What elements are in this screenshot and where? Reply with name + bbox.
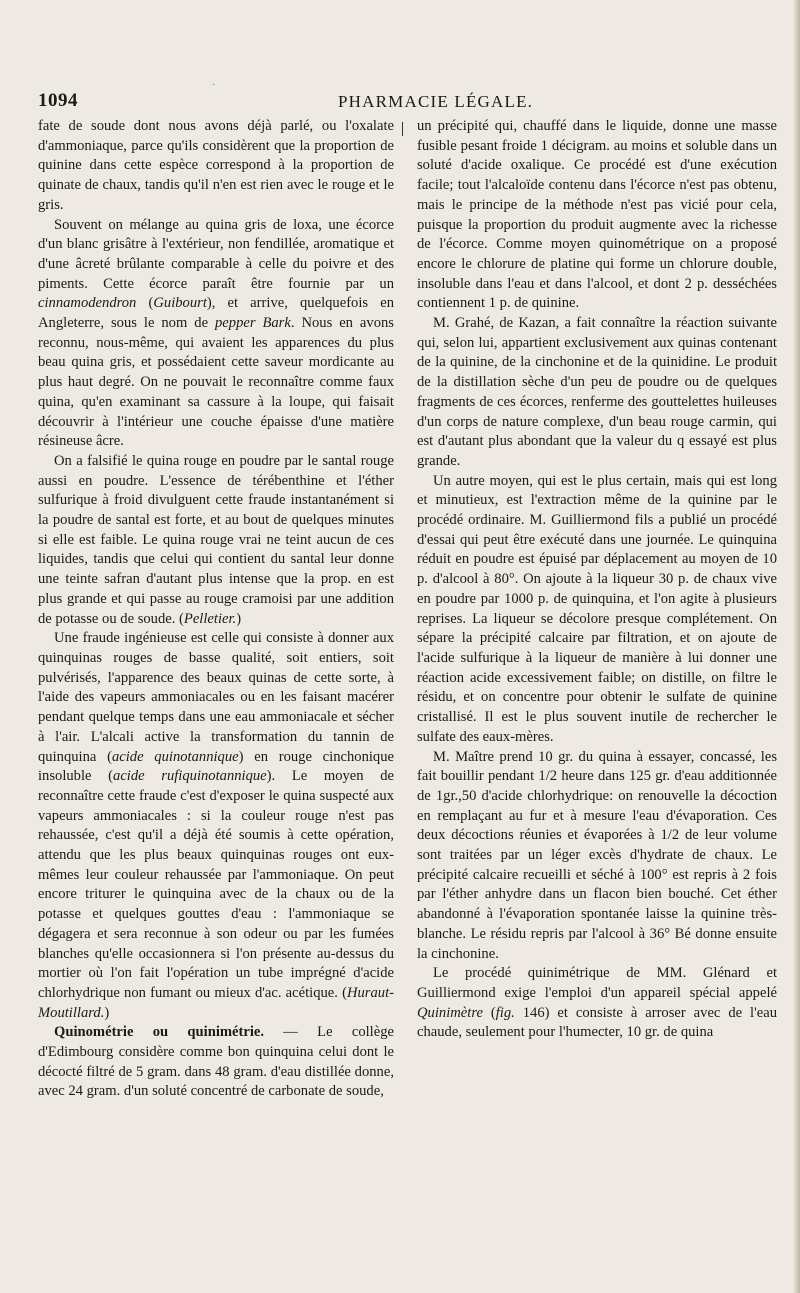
text-run: ( — [136, 295, 154, 312]
text-run: Le procédé quinimétrique de MM. Glénard et Guilliermond exige l'emploi d'un appareil spécial appelé — [417, 965, 777, 1001]
page-header — [38, 90, 790, 112]
paragraph — [38, 1023, 394, 1102]
italic-run: pepper Bark — [215, 315, 291, 332]
column-divider — [402, 122, 403, 136]
running-title: PHARMACIE LÉGALE. — [338, 92, 534, 111]
paragraph: un précipité qui, chauffé dans le liquide, donne une masse fusible pesant froide 1 décigram. au moins et soluble dans un soluté d'acide oxalique. Ce procédé est d'une exécution facile; tout l'alcaloïde contenu dans l'écorce n'est pas obtenu, mais le principe de la méthode n'est pas vicié pour cela, puisque la proportion du produit augmente avec la richesse de l'écorce. Comme moyen quinométrique on a proposé encore le chlorure de platine qui forme un chlorure double, insoluble dans l'eau et dans l'alcool, et dont 2 p. desséchées contiennent 1 p. de quinine. — [417, 118, 777, 312]
text-run: ), et arrive, quelquefois en Angleterre, sous le nom de — [38, 295, 394, 332]
left-column — [38, 117, 394, 1102]
section-heading: Quinométrie ou quinimétrie. — [54, 1024, 265, 1041]
text-run: ). Le moyen de reconnaître cette fraude c'est d'exposer le quina suspecté aux vapeurs ammoniacales : si la couleur rouge n'est pas rehaussée, c'est qu'il a déjà été soumis à cette opération, attendu que les plus beaux quinquinas rouges ont eux-mêmes leur couleur rehaussée par l'ammoniaque. On peut encore triturer le quinquina avec de la chaux ou de la potasse et quelques gouttes d'eau : l'ammoniaque se dégagera et sera reconnue à son odeur ou par les fumées blanches qu'elle occasionnera si l'on présente au-dessus du mortier où l'on fait l'opération un tube imprégné d'acide chlorhydrique non fumant ou mieux d'ac. acétique. ( — [38, 768, 394, 1001]
paragraph — [38, 216, 394, 452]
page-number: 1094 — [38, 90, 78, 111]
italic-run: Quinimètre — [417, 1004, 483, 1021]
right-column — [417, 117, 777, 1043]
paragraph: fate de soude dont nous avons déjà parlé, ou l'oxalate d'ammoniaque, parce qu'ils considèrent que la proportion de quinine dans cette espèce correspond à la proportion de quinate de chaux, tandis qu'il n'en est rien avec le rouge et le gris. — [38, 118, 394, 213]
paragraph: Un autre moyen, qui est le plus certain, mais qui est long et minutieux, est l'extraction même de la quinine par le procédé ordinaire. M. Guilliermond fils a publié un procédé d'essai qui peut être exécuté dans une journée. Le quinquina réduit en poudre est épuisé par déplacement au moyen de 10 p. d'alcool à 80°. On ajoute à la liqueur 30 p. de chaux vive en poudre par 1000 p. de quinquina, et l'on agite à plusieurs reprises. La liqueur se décolore presque complétement. On sépare la précipité calcaire par filtration, et on ajoute de l'acide sulfurique à la liqueur de manière à lui donner une réaction acide excessivement faible; on distille, on filtre le résidu, et on concentre pour obtenir le sulfate de quinine cristallisé. Il est le plus souvent inutile de rechercher le sulfate des eaux-mères. — [417, 472, 777, 745]
italic-run: Huraut-Moutillard. — [38, 984, 394, 1021]
paragraph — [38, 629, 394, 1023]
text-run: ) — [236, 610, 242, 627]
text-run: ) — [104, 1004, 110, 1021]
page-edge-shadow — [794, 0, 800, 1293]
text-run: — Le collège d'Edimbourg considère comme bon quinquina celui dont le décocté filtré de 5 gram. dans 48 gram. d'eau distillée donne, avec 24 gram. d'un soluté concentré de carbonate de soude, — [38, 1024, 394, 1100]
text-run: . Nous en avons reconnu, nous-même, qui avaient les apparences du plus beau quina gris, et possédaient cette saveur mordicante au plus haut degré. On ne pouvait le reconnaître comme faux quina, qu'en examinant sa cassure à la loupe, qui faisait découvrir à l'intérieur une couche épaisse d'une matière résineuse âcre. — [38, 315, 394, 450]
italic-run: cinnamodendron — [38, 295, 137, 312]
italic-run: acide rufiquinotannique — [113, 768, 267, 785]
paragraph — [38, 452, 394, 629]
print-mark: · — [212, 80, 216, 91]
text-run: On a falsifié le quina rouge en poudre par le santal rouge aussi en poudre. L'essence de térébenthine et l'éther sulfurique à froid divulguent cette fraude instantanément si la poudre de santal est forte, et au bout de quelques minutes si elle est faible. Le quina rouge vrai ne teint aucun de ces liquides, tandis que celui qui contient du santal leur donne une teinte safran d'autant plus intense que la prop. en est plus grande et qui passe au rouge cramoisi par une addition de potasse ou de soude. ( — [38, 452, 394, 627]
paragraph: M. Maître prend 10 gr. du quina à essayer, concassé, les fait bouillir pendant 1/2 heure dans 125 gr. d'eau additionnée de 1gr.,50 d'acide chlorhydrique: on renouvelle la décoction en remplaçant au fur et à mesure l'eau d'évaporation. Ces deux décoctions réunies et évaporées à 1/2 de leur volume sont traitées par un léger excès d'hydrate de chaux. Le précipité calcaire recueilli et séché à 100° est repris à 2 fois par l'éther anhydre dans un flacon bien bouché. Cet éther abandonné à l'évaporation spontanée laisse la quinine très-blanche. Le résidu repris par l'alcool à 36° Bé donne ensuite la cinchonine. — [417, 748, 777, 962]
italic-run: Pelletier. — [183, 610, 237, 627]
paragraph — [417, 964, 777, 1043]
text-run: ) en rouge cinchonique insoluble ( — [38, 748, 394, 785]
italic-run: acide quinotannique — [111, 748, 239, 765]
italic-run: fig. — [495, 1004, 515, 1021]
text-run: ( — [482, 1004, 496, 1021]
italic-run: Guibourt — [153, 295, 207, 312]
text-run: Une fraude ingénieuse est celle qui consiste à donner aux quinquinas rouges de basse qualité, soit entiers, soit pulvérisés, l'apparence des beaux quinas de cette sorte, à l'aide des vapeurs ammoniacales ou en les faisant macérer pendant quelque temps dans une eau ammoniacale et sécher à l'air. L'alcali active la transformation du tannin de quinquina ( — [38, 630, 394, 765]
paragraph: M. Grahé, de Kazan, a fait connaître la réaction suivante qui, selon lui, appartient exclusivement aux quinas contenant de la quinine, de la cinchonine et de la quinidine. Le produit de la distillation sèche d'un peu de poudre ou de quelques fragments de ces écorces, renferme des gouttelettes huileuses d'un corps de nature complexe, d'un beau rouge carmin, qui est d'autant plus abondant que la valeur du q essayé est plus grande. — [417, 315, 777, 469]
text-run: Souvent on mélange au quina gris de loxa, une écorce d'un blanc grisâtre à l'extérieur, non fendillée, aromatique et d'une âcreté brûlante comparable à celle du poivre et des piments. Cette écorce paraît être fournie par un — [38, 216, 394, 292]
text-run: 146) et consiste à arroser avec de l'eau chaude, seulement pour l'humecter, 10 gr. de quina — [417, 1004, 777, 1041]
